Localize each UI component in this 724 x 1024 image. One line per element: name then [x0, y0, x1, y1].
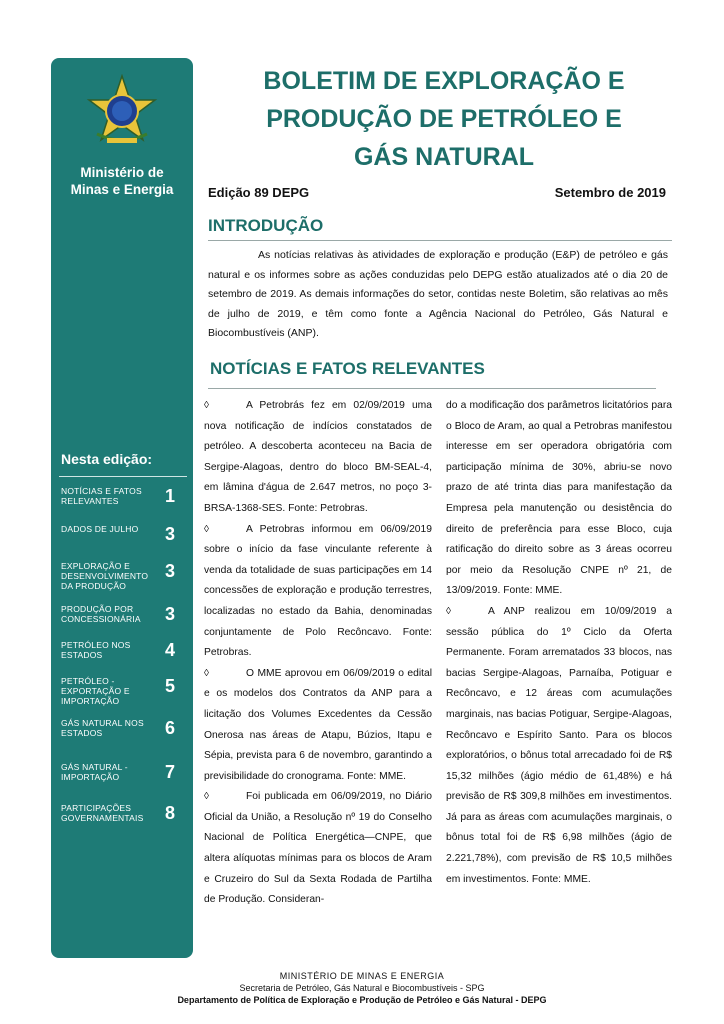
- edition-label: Edição 89 DEPG: [208, 185, 310, 200]
- news-column-right: [446, 396, 672, 890]
- intro-paragraph: As notícias relativas às atividades de exploração e produção (E&P) de petróleo e gás natural e os informes sobre as ações conduzidas pelo DEPG estão atualizados até o dia 20 de setembro de 2019. As demais informações do setor, contidas neste Boletim, são relativas ao mês de julho de 2019, e têm como fonte a Agência Nacional do Petróleo, Gás Natural e Biocombustíveis (ANP).: [208, 249, 668, 339]
- ministry-name: Ministério de Minas e Energia: [70, 165, 174, 197]
- news-item: ◊ Foi publicada em 06/09/2019, no Diário Oficial da União, a Resolução nº 19 do Conselho Nacional de Política Energética—CNPE, que altera alíquotas mínimas para os blocos de Aram e Cruzeiro do Sul da Sexta Rodada de Partilha de Produção. Consideran-: [204, 787, 432, 911]
- table-of-contents: NOTÍCIAS E FATOS RELEVANTES 1 DADOS DE JULHO 3 EXPLORAÇÃO E DESENVOLVIMENTO DA PRODUÇÃO 3 PRODUÇÃO POR CONCESSIONÁRIA 3 PETRÓLEO NOS ESTADOS 4 PETRÓLEO - EXPORTAÇÃO E IMPORTAÇÃO 5 GÁS NATURAL NOS ESTADOS 6 GÁS NATURAL - IMPORTAÇÃO 7 PARTICIPAÇÕES GOVERNAMENTAIS 8: [61, 486, 175, 823]
- news-heading: NOTÍCIAS E FATOS RELEVANTES: [210, 359, 485, 378]
- diamond-bullet-icon: ◊: [204, 523, 209, 535]
- diamond-bullet-icon: ◊: [204, 400, 209, 411]
- nesta-edicao-heading: Nesta edição:: [61, 451, 153, 467]
- intro-heading: INTRODUÇÃO: [208, 216, 324, 235]
- divider: [208, 388, 656, 389]
- diamond-bullet-icon: ◊: [446, 605, 451, 617]
- news-item: ◊ A Petrobrás fez em 02/09/2019 uma nova notificação de indícios constatados de petróleo. A descoberta aconteceu na Bacia de Sergipe-Alagoas, dentro do bloco BM-SEAL-4, em lâmina d'água de 2.647 metros, no poço 3-BRSA-1368-SES. Fonte: Petrobras.: [204, 396, 432, 520]
- divider: [208, 240, 672, 241]
- news-item-continuation: do a modificação dos parâmetros licitatórios para o Bloco de Aram, ao qual a Petrobras manifestou interesse em ser operadora obrigatória com participação mínima de 30%, abriu-se novo prazo de até trinta dias para manifestação da Empresa pela manutenção ou desistência do direito de preferência para esse Bloco, cuja ratificação do direito sobre as 3 áreas ocorreu por meio da Resolução CNPE nº 21, de 13/09/2019. Fonte: MME.: [446, 400, 672, 597]
- bulletin-title: BOLETIM DE EXPLORAÇÃO E PRODUÇÃO DE PETRÓLEO E GÁS NATURAL: [263, 67, 625, 171]
- news-column-left: [204, 396, 432, 911]
- news-item: ◊ A ANP realizou em 10/09/2019 a sessão pública do 1º Ciclo da Oferta Permanente. Foram arrematados 33 blocos, nas bacias Sergipe-Alagoas, Parnaíba, Potiguar e Recôncavo, e 12 áreas com acumulações marginais, nas bacias Potiguar, Sergipe-Alagoas, Recôncavo e Espírito Santo. Para os blocos exploratórios, o bônus total arrecadado foi de R$ 15,32 milhões (ágio médio de 61,48%) e há previsão de R$ 309,8 milhões em investimentos. Já para as áreas com acumulações marginais, o bônus total foi de R$ 6,98 milhões (ágio de 2.221,78%), com previsão de R$ 10,5 milhões em investimentos. Fonte: MME.: [446, 602, 672, 890]
- sidebar: [51, 58, 193, 958]
- month-label: Setembro de 2019: [554, 185, 666, 200]
- footer: MINISTÉRIO DE MINAS E ENERGIA Secretaria de Petróleo, Gás Natural e Biocombustíveis - SPG Departamento de Política de Exploração e Produção de Petróleo e Gás Natural - DEPG: [177, 971, 547, 1005]
- news-item: ◊ A Petrobras informou em 06/09/2019 sobre o início da fase vinculante referente à venda da totalidade de suas participações em 14 concessões de exploração e produção terrestres, localizadas no estado da Bahia, denominadas conjuntamente de Polo Recôncavo. Fonte: Petrobras.: [204, 520, 432, 664]
- diamond-bullet-icon: ◊: [204, 667, 209, 679]
- diamond-bullet-icon: ◊: [204, 791, 209, 803]
- news-item: ◊ O MME aprovou em 06/09/2019 o edital e os modelos dos Contratos da ANP para a licitação dos Volumes Excedentes da Cessão Onerosa nas áreas de Atapu, Búzios, Itapu e Sépia, prevista para 6 de novembro, garantindo a previsibilidade do cronograma. Fonte: MME.: [204, 664, 432, 788]
